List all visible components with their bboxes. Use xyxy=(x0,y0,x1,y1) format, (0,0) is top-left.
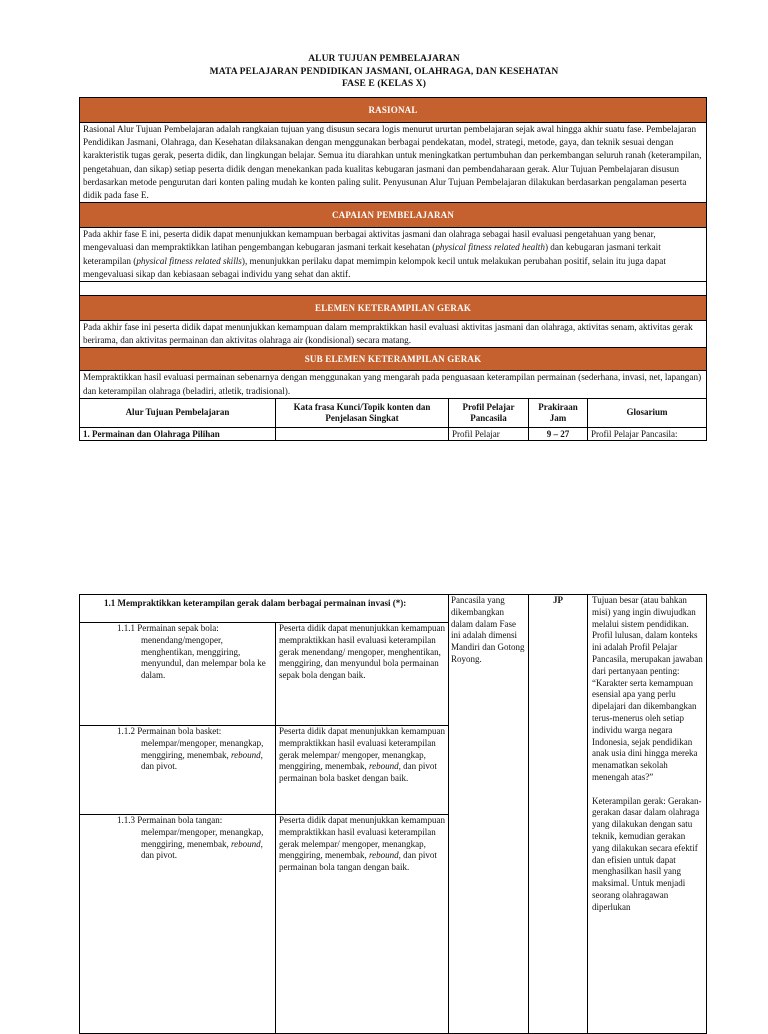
header-title: ALUR TUJUAN PEMBELAJARAN xyxy=(308,54,460,64)
sub-elemen-heading: SUB ELEMEN KETERAMPILAN GERAK xyxy=(80,348,707,371)
text-part: melempar/mengoper, menangkap, menggiring, menembak, xyxy=(141,737,264,760)
column-header-hours: Prakiraan Jam xyxy=(529,398,588,427)
capaian-text-part: ), menunjukkan perilaku dapat memimpin kelompok kecil untuk melakukan perubahan positif, selain itu juga dapat mengevaluasi sikap dan kebiasaan sebagai individu yang sehat dan aktif. xyxy=(83,255,666,279)
italic-term: rebound xyxy=(230,838,261,849)
table-row xyxy=(80,427,707,440)
glossary-skills: Keterampilan gerak: Gerakan-gerakan dasar dalam olahraga yang dilakukan dengan satu teknik, kemudian gerakan yang dilakukan secara efektif dan efisien untuk dapat menghasilkan hasil yang maksimal. Untuk menjadi seorang olahragawan diperlukan xyxy=(592,795,702,912)
keyword-cell xyxy=(276,815,449,1034)
column-header-keywords: Kata frasa Kunci/Topik konten dan Penjelasan Singkat xyxy=(276,398,449,427)
header-phase: FASE E (KELAS X) xyxy=(341,79,427,89)
objective-description: menendang/mengoper, menghentikan, menggiring, menyundul, dan melempar bola ke dalam. xyxy=(141,634,266,681)
objective-number: 1.1.2 Permainan bola basket: xyxy=(117,726,222,736)
objective-cell xyxy=(80,623,276,726)
italic-term: rebound, xyxy=(368,850,401,861)
capaian-text xyxy=(80,228,707,282)
objective-number: 1.1.1 Permainan sepak bola: xyxy=(117,623,219,633)
elemen-heading: ELEMEN KETERAMPILAN GERAK xyxy=(80,296,707,321)
objective-heading: 1.1 Mempraktikkan keterampilan gerak dalam berbagai permainan invasi (*): xyxy=(80,595,449,623)
elemen-text: Pada akhir fase ini peserta didik dapat menunjukkan kemampuan dalam mempraktikkan hasil evaluasi aktivitas jasmani dan olahraga, aktivitas senam, aktivitas gerak berirama, dan aktivitas permainan dan aktivitas olahraga air (kondisional) secara matang. xyxy=(80,321,707,348)
text-part: melempar/mengoper, menangkap, menggiring, menembak, xyxy=(141,826,264,849)
italic-term: rebound xyxy=(230,749,261,760)
text-part: Peserta didik dapat menunjukkan kemampuan mempraktikkan hasil evaluasi keterampilan gerak melempar/ mengoper, menangkap, menggiring, menembak, xyxy=(279,815,445,861)
capaian-heading: CAPAIAN PEMBELAJARAN xyxy=(80,203,707,228)
document-header xyxy=(0,53,768,91)
pancasila-cell: Pancasila yang dikembangkan dalam dalam Fase ini adalah dimensi Mandiri dan Gotong Royong. xyxy=(449,595,529,1034)
italic-term: rebound, xyxy=(368,761,401,772)
learning-objectives-table xyxy=(79,97,707,441)
text-part: dan pivot permainan bola tangan dengan baik. xyxy=(279,850,437,873)
text-part: dan pivot permainan bola basket dengan baik. xyxy=(279,761,437,784)
glossary-profile xyxy=(592,595,703,784)
glossary-text: Tujuan besar (atau bahkan misi) yang ingin diwujudkan melalui sistem pendidikan. Profil lulusan, dalam konteks ini adalah Profil Pelajar Pancasila, merupakan jawaban dari pertanyaan penting: “Karakter serta kemampuan esensial apa yang perlu dipelajari dan dikembangkan terus-menerus oleh setiap individu warga negara Indonesia, sejak pendidikan anak usia dini hingga mereka menamatkan sekolah xyxy=(592,595,703,771)
text-part: , dan pivot. xyxy=(141,838,263,861)
rasional-heading: RASIONAL xyxy=(80,98,707,123)
capaian-text-part: ) dan kebugaran jasmani terkait keterampilan ( xyxy=(83,242,661,266)
text-part: Peserta didik dapat menunjukkan kemampuan mempraktikkan hasil evaluasi keterampilan gerak melempar/ mengoper, menangkap, menggiring, menembak, xyxy=(279,726,445,772)
glossary-gap xyxy=(592,784,703,796)
objective-number: 1.1.3 Permainan bola tangan: xyxy=(117,815,223,825)
capaian-text-part: Pada akhir fase E ini, peserta didik dapat menunjukkan kemampuan berbagai aktivitas jasmani dan olahraga sebagai hasil evaluasi pengetahuan yang benar, mengevaluasi dan mempraktikkan latihan pengembangan kebugaran jasmani terkait kesehatan ( xyxy=(83,229,656,253)
hours-cell: 9 – 27 xyxy=(529,427,588,440)
glossary-cell: Profil Pelajar Pancasila: xyxy=(588,427,707,440)
profile-cell: Profil Pelajar xyxy=(449,427,529,440)
objective-description xyxy=(83,827,272,862)
capaian-italic-term: physical fitness related skills xyxy=(136,255,242,266)
text-part: , dan pivot. xyxy=(141,749,263,772)
header-subject: MATA PELAJARAN PENDIDIKAN JASMANI, OLAHRAGA, DAN KESEHATAN xyxy=(209,66,559,77)
column-header-objectives: Alur Tujuan Pembelajaran xyxy=(80,398,276,427)
capaian-italic-term: physical fitness related health xyxy=(435,242,545,253)
keyword-cell xyxy=(276,427,449,440)
empty-row xyxy=(80,282,707,296)
column-header-profile: Profil Pelajar Pancasila xyxy=(449,398,529,427)
objective-description xyxy=(83,738,272,773)
keyword-cell: Peserta didik dapat menunjukkan kemampuan mempraktikkan hasil evaluasi keterampilan gerak menendang/ mengoper, menghentikan, menggiring, dan menyundul bola permainan sepak bola dengan baik. xyxy=(276,623,449,726)
objective-cell: 1. Permainan dan Olahraga Pilihan xyxy=(80,427,276,440)
keyword-cell xyxy=(276,726,449,815)
column-header-glossary: Glosarium xyxy=(588,398,707,427)
objective-cell xyxy=(80,815,276,1034)
objective-cell xyxy=(80,726,276,815)
continuation-table xyxy=(79,594,707,1034)
jp-cell: JP xyxy=(529,595,588,1034)
glossary-cell xyxy=(588,595,707,1034)
glossary-text-tail: menengah atas?” xyxy=(592,771,654,782)
sub-elemen-text: Mempraktikkan hasil evaluasi permainan sebenarnya dengan menggunakan yang mengarah pada penguasaan keterampilan permainan (sederhana, invasi, net, lapangan) dan keterampilan olahraga (beladiri, atletik, tradisional). xyxy=(80,371,707,398)
rasional-text: Rasional Alur Tujuan Pembelajaran adalah rangkaian tujuan yang disusun secara logis menurut ururtan pembelajaran sejak awal hingga akhir suatu fase. Pembelajaran Pendidikan Jasmani, Olahraga, dan Kesehatan dilaksanakan dengan menggunakan berbagai pendekatan, model, strategi, metode, gaya, dan teknik sesuai dengan karakteristik tugas gerak, peserta didik, dan lingkungan belajar. Semua itu diarahkan untuk meningkatkan pertumbuhan dan perkembangan seluruh ranah (keterampilan, pengetahuan, dan sikap) setiap peserta didik dengan menekankan pada kualitas kebugaran jasmani dan pembendaharaan gerak. Alur Tujuan Pembelajaran disusun berdasarkan metode pengurutan dari konten paling mudah ke konten paling sulit. Penyusunan Alur Tujuan Pembelajaran dilakukan berdasarkan pengalaman peserta didik pada fase E. xyxy=(80,123,707,203)
